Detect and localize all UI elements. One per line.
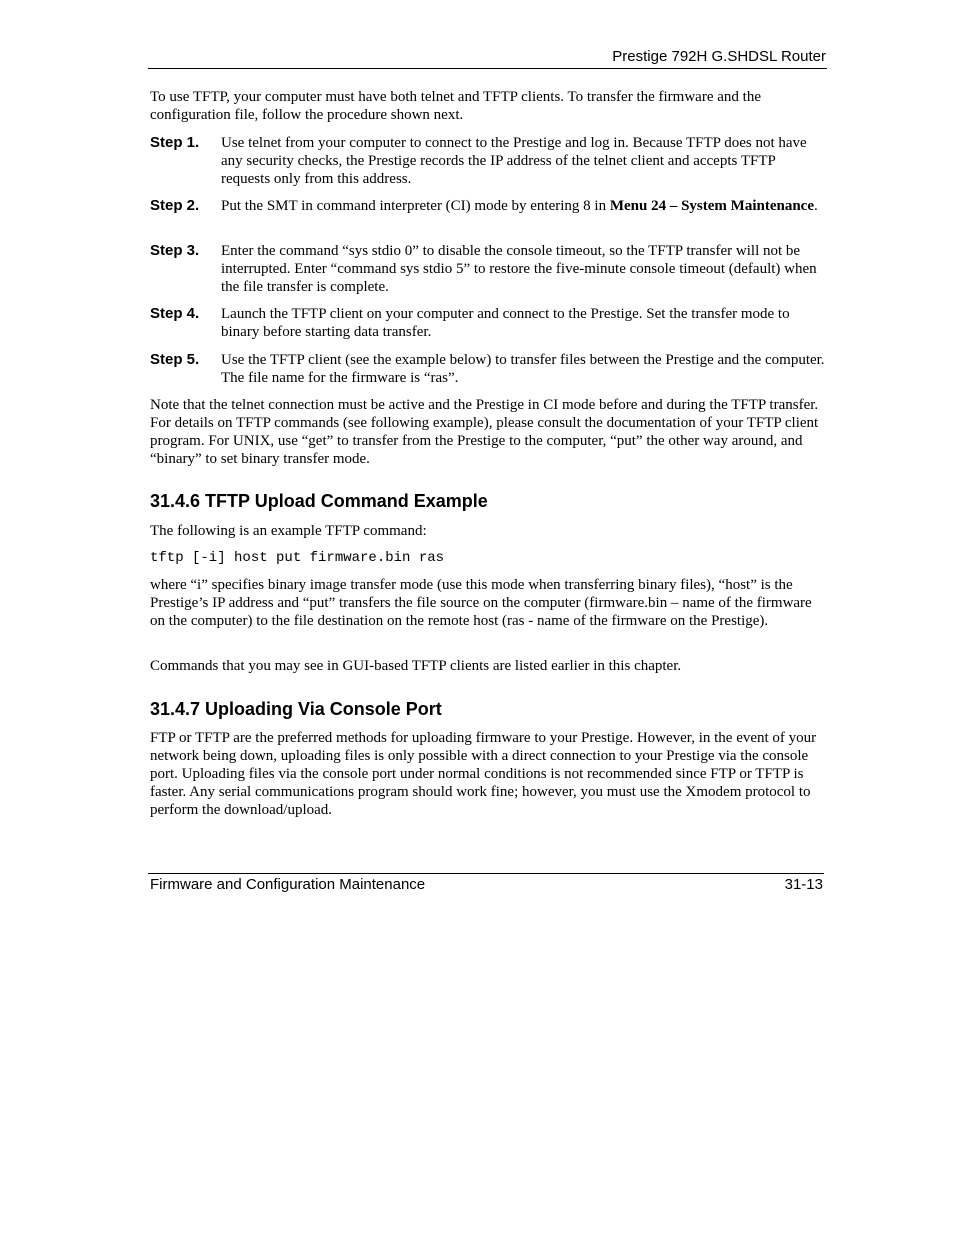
page-number: 31-13 — [784, 876, 823, 893]
intro-paragraph: To use TFTP, your computer must have both telnet and TFTP clients. To transfer the firmware and the configuration file, follow the procedure shown next. — [150, 89, 761, 123]
step-text: Use the TFTP client (see the example below) to transfer files between the Prestige and the computer. The file name for the firmware is “ras”. — [221, 352, 825, 386]
page-footer — [148, 873, 824, 896]
section-heading: 31.4.6 TFTP Upload Command Example — [150, 491, 488, 511]
menu-reference: Menu 24 – System Maintenance — [609, 198, 814, 214]
section-body: FTP or TFTP are the preferred methods for uploading firmware to your Prestige. However, in the event of your network being down, uploading files is only possible with a direct connection to your Prestige via the console port. Uploading files via the console port under normal conditions is not recommended since FTP or TFTP is faster. Any serial communications program should work fine; however, you must use the Xmodem protocol to perform the download/upload. — [150, 730, 817, 818]
step-text: Launch the TFTP client on your computer and connect to the Prestige. Set the transfer mode to binary before starting data transfer. — [221, 306, 790, 340]
header-title: Prestige 792H G.SHDSL Router — [612, 48, 826, 65]
section-intro: The following is an example TFTP command: — [150, 523, 427, 539]
section-heading: 31.4.7 Uploading Via Console Port — [150, 699, 442, 719]
step-text — [221, 197, 827, 215]
step-label: Step 1. — [150, 134, 200, 151]
step-text-part: . — [813, 198, 818, 214]
step-text-part: Put the SMT in command interpreter (CI) mode by entering 8 in — [221, 198, 610, 214]
footer-chapter: Firmware and Configuration Maintenance — [150, 876, 426, 893]
code-example: tftp [-i] host put firmware.bin ras — [150, 550, 445, 566]
step-text: Enter the command “sys stdio 0” to disable the console timeout, so the TFTP transfer will not be interrupted. Enter “command sys stdio 5” to restore the five-minute console timeout (default) when the file transfer is complete. — [221, 243, 817, 295]
step-label: Step 3. — [150, 242, 200, 259]
page-header — [148, 47, 827, 69]
step-label: Step 2. — [150, 197, 200, 214]
step-label: Step 5. — [150, 351, 200, 368]
note-paragraph: Note that the telnet connection must be active and the Prestige in CI mode before and during the TFTP transfer. For details on TFTP commands (see following example), please consult the documentation of your TFTP client program. For UNIX, use “get” to transfer from the Prestige to the computer, “put” the other way around, and “binary” to set binary transfer mode. — [150, 397, 819, 467]
explanation-paragraph: where “i” specifies binary image transfer mode (use this mode when transferring binary files), “host” is the Prestige’s IP address and “put” transfers the file source on the computer (firmware.bin – name of the firmware on the computer) to the file destination on the remote host (ras - name of the firmware on the Prestige). — [150, 577, 812, 629]
gui-note-paragraph: Commands that you may see in GUI-based TFTP clients are listed earlier in this chapter. — [150, 658, 682, 674]
step-label: Step 4. — [150, 305, 200, 322]
step-text: Use telnet from your computer to connect to the Prestige and log in. Because TFTP does not have any security checks, the Prestige records the IP address of the telnet client and accepts TFTP requests only from this address. — [221, 135, 807, 187]
